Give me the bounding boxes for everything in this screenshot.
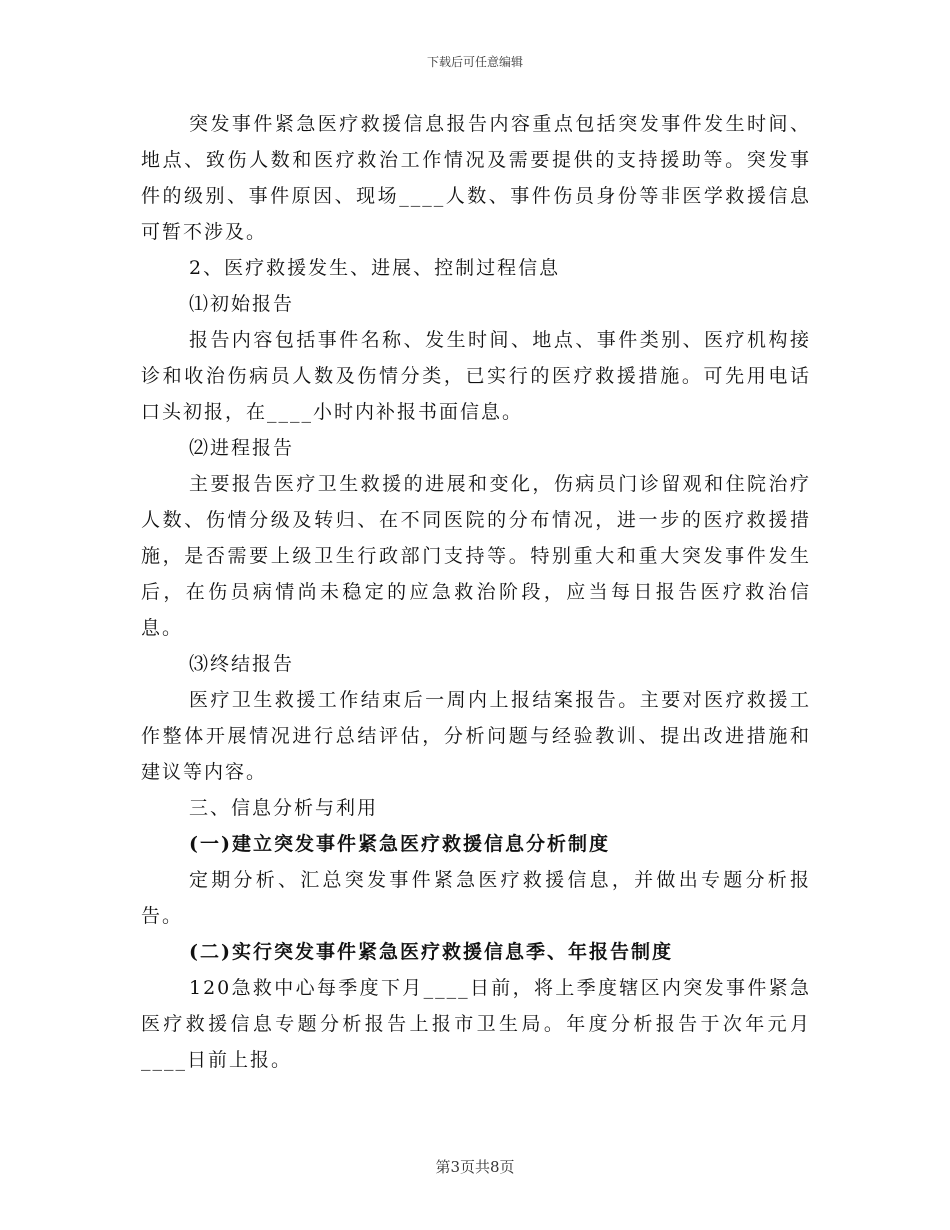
page-footer: 第3页共8页: [435, 1158, 515, 1176]
paragraph-report-content: 突发事件紧急医疗救援信息报告内容重点包括突发事件发生时间、地点、致伤人数和医疗救治工作情况及需要提供的支持援助等。突发事件的级别、事件原因、现场____人数、事件伤员身份等非医学救援信息可暂不涉及。: [141, 113, 811, 243]
paragraph-final-report: 医疗卫生救援工作结束后一周内上报结案报告。主要对医疗救援工作整体开展情况进行总结评估，分析问题与经验教训、提出改进措施和建议等内容。: [141, 689, 811, 783]
document-body: [141, 106, 811, 1078]
subheading-analysis-system: (一)建立突发事件紧急医疗救援信息分析制度: [189, 833, 610, 855]
section-heading-2: 2、医疗救援发生、进展、控制过程信息: [189, 257, 561, 279]
paragraph-analysis-system: 定期分析、汇总突发事件紧急医疗救援信息，并做出专题分析报告。: [141, 869, 811, 927]
paragraph-initial-report: 报告内容包括事件名称、发生时间、地点、事件类别、医疗机构接诊和收治伤病员人数及伤情分类，已实行的医疗救援措施。可先用电话口头初报，在____小时内补报书面信息。: [141, 329, 811, 423]
paragraph-progress-report: 主要报告医疗卫生救援的进展和变化，伤病员门诊留观和住院治疗人数、伤情分级及转归、在不同医院的分布情况，进一步的医疗救援措施，是否需要上级卫生行政部门支持等。特别重大和重大突发事件发生后，在伤员病情尚未稳定的应急救治阶段，应当每日报告医疗救治信息。: [141, 473, 811, 639]
paragraph-quarterly-annual-report: 120急救中心每季度下月____日前，将上季度辖区内突发事件紧急医疗救援信息专题分析报告上报市卫生局。年度分析报告于次年元月____日前上报。: [141, 977, 811, 1071]
subheading-final-report: ⑶终结报告: [189, 653, 295, 675]
subheading-progress-report: ⑵进程报告: [189, 437, 295, 459]
subheading-quarterly-annual-report: (二)实行突发事件紧急医疗救援信息季、年报告制度: [189, 941, 673, 963]
section-heading-3: 三、信息分析与利用: [189, 797, 379, 819]
page-header: 下载后可任意编辑: [426, 55, 523, 69]
subheading-initial-report: ⑴初始报告: [189, 293, 295, 315]
